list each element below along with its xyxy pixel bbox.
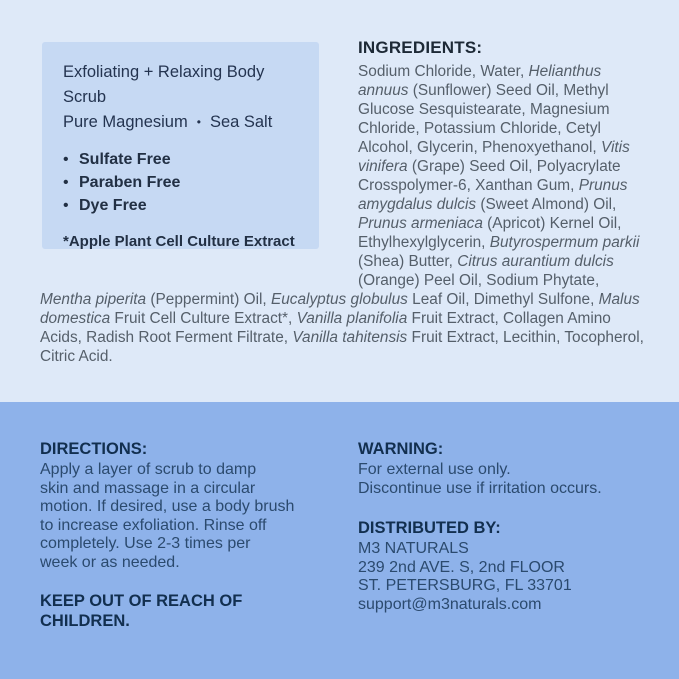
bullet-icon: • <box>63 174 69 191</box>
product-title: Exfoliating + Relaxing Body Scrub <box>63 63 265 106</box>
warning-distributor-column <box>358 439 659 679</box>
feature-label: Paraben Free <box>79 174 181 191</box>
product-subtitle <box>63 110 305 135</box>
keep-out-warning: KEEP OUT OF REACH OF CHILDREN. <box>40 591 243 631</box>
bullet-icon: • <box>63 151 69 168</box>
usage-info-panel <box>0 402 679 679</box>
distributed-by-heading: DISTRIBUTED BY: <box>358 519 501 538</box>
warning-body: For external use only. Discontinue use if irritation occurs. <box>358 461 602 497</box>
ingredients-list: Sodium Chloride, Water, Helianthus annuus (Sunflower) Seed Oil, Methyl Glucose Sesquistearate, Magnesium Chloride, Potassium Chloride, Cetyl Alcohol, Glycerin, Phenoxyethanol, Vitis vinifera (Grape) Seed Oil, Polyacrylate Crosspolymer-6, Xanthan Gum, Prunus amygdalus dulcis (Sweet Almond) Oil, Prunus armeniaca (Apricot) Kernel Oil, Ethylhexylglycerin, Butyrospermum parkii (Shea) Butter, Citrus aurantium dulcis (Orange) Peel Oil, Sodium Phytate, Mentha piperita (Peppermint) Oil, Eucalyptus globulus Leaf Oil, Dimethyl Sulfone, Malus domestica Fruit Cell Culture Extract*, Vanilla planifolia Fruit Extract, Collagen Amino Acids, Radish Root Ferment Filtrate, Vanilla tahitensis Fruit Extract, Lecithin, Tocopherol, Citric Acid. <box>40 63 644 365</box>
directions-heading: DIRECTIONS: <box>40 440 148 458</box>
feature-label: Dye Free <box>79 197 147 214</box>
feature-item-dye-free <box>63 194 305 217</box>
bullet-icon: • <box>63 197 69 214</box>
subtitle-right: Sea Salt <box>209 113 273 131</box>
feature-item-sulfate-free <box>63 148 305 171</box>
directions-body: Apply a layer of scrub to damp skin and massage in a circular motion. If desired, use a body brush to increase exfoliation. Rinse off completely. Use 2-3 times per week or as needed. <box>40 461 295 571</box>
feature-label: Sulfate Free <box>79 151 171 168</box>
ingredients-heading: INGREDIENTS: <box>358 38 483 57</box>
directions-column <box>40 439 358 679</box>
subtitle-left: Pure Magnesium <box>63 113 188 131</box>
feature-list <box>63 148 305 217</box>
product-info-box <box>42 42 319 249</box>
dot-separator-icon: • <box>196 115 201 129</box>
apple-extract-footnote: *Apple Plant Cell Culture Extract <box>63 233 295 250</box>
warning-heading: WARNING: <box>358 440 444 458</box>
distributor-info: M3 NATURALS 239 2nd AVE. S, 2nd FLOOR ST. PETERSBURG, FL 33701 support@m3naturals.com <box>358 540 572 613</box>
feature-item-paraben-free <box>63 171 305 194</box>
